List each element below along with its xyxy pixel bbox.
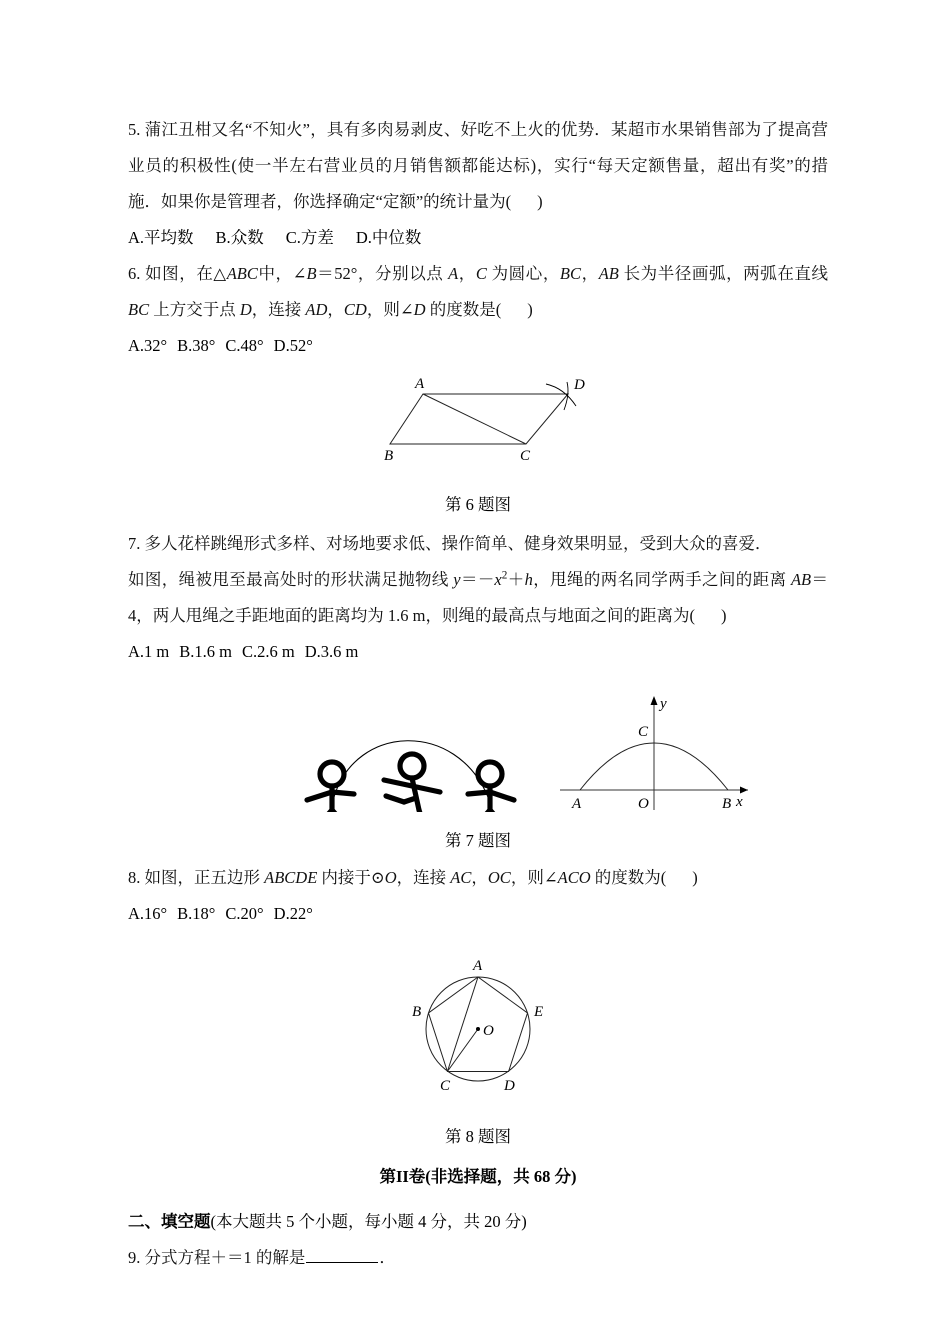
figure-8-svg xyxy=(388,954,568,1104)
radius-oc xyxy=(447,1029,478,1072)
question-6-var-d: D xyxy=(239,300,252,319)
question-6-t5: 为圆心， xyxy=(486,264,560,283)
option-8-c-key: C. xyxy=(225,904,241,923)
question-6-t4: ， xyxy=(458,264,476,283)
figure-7-svg xyxy=(188,682,768,812)
question-8-t7: ) xyxy=(692,868,698,887)
section-two-marker: 二、填空题 xyxy=(128,1212,211,1231)
option-7-a-label[interactable]: 1 m xyxy=(144,642,170,661)
question-9 xyxy=(128,1240,828,1276)
diagonal-ac xyxy=(423,394,526,444)
option-7-c-key: C. xyxy=(242,642,258,661)
question-7-eq-h: h xyxy=(524,570,533,589)
y-axis-arrow xyxy=(651,696,658,705)
option-6-d-label[interactable]: 52° xyxy=(289,336,313,355)
option-5-b-key: B. xyxy=(215,228,231,247)
question-8-var-oc: OC xyxy=(487,868,511,887)
option-7-d-label[interactable]: 3.6 m xyxy=(320,642,359,661)
stick-left-arm-right xyxy=(332,792,354,794)
option-8-a-label[interactable]: 16° xyxy=(144,904,168,923)
figure-8-label-o: O xyxy=(483,1023,494,1039)
center-point-o xyxy=(476,1027,480,1031)
question-8-t1: 8. 如图，正五边形 xyxy=(128,868,265,887)
option-8-d-key: D. xyxy=(273,904,290,923)
question-6-t13: ) xyxy=(527,300,533,319)
question-6-var-c: C xyxy=(475,264,487,283)
stick-mid-head xyxy=(400,754,424,778)
question-5-text-seg4: 的统计量为( xyxy=(423,192,512,211)
figure-8-caption: 第 8 题图 xyxy=(445,1127,511,1146)
option-6-b-key: B. xyxy=(177,336,193,355)
question-6-t7: 长为半径画弧，两弧在直线 xyxy=(618,264,829,283)
figure-8-label-e: E xyxy=(534,1004,544,1020)
figure-6-svg xyxy=(368,374,588,464)
parallelogram-outline xyxy=(390,394,568,444)
question-8-t3: ，连接 xyxy=(396,868,451,887)
option-8-c-label[interactable]: 20° xyxy=(240,904,264,923)
stick-left-arm-left xyxy=(307,792,332,800)
question-6-var-bc2: BC xyxy=(128,300,150,319)
stick-mid-body xyxy=(412,778,419,810)
option-6-b-label[interactable]: 38° xyxy=(192,336,216,355)
stick-mid-leg-right xyxy=(419,810,426,812)
figure-6-label-b: B xyxy=(384,448,394,464)
graph-label-origin: O xyxy=(638,796,649,812)
option-6-a-label[interactable]: 32° xyxy=(144,336,168,355)
figure-8-label-c: C xyxy=(440,1078,451,1094)
question-8-var-aco: ACO xyxy=(557,868,591,887)
question-6-var-d2: D xyxy=(413,300,426,319)
figure-8-label-d: D xyxy=(504,1078,515,1094)
question-6-t6: ， xyxy=(581,264,599,283)
question-7-line-1: 7. 多人花样跳绳形式多样、对场地要求低、操作简单、健身效果明显，受到大众的喜爱． xyxy=(128,534,772,553)
question-7-t1: 如图，绳被甩至最高处时的形状满足抛物线 xyxy=(128,570,454,589)
stick-right-head xyxy=(478,762,502,786)
graph-label-a: A xyxy=(572,796,582,812)
question-9-period: ． xyxy=(379,1248,396,1267)
option-8-b-label[interactable]: 18° xyxy=(192,904,216,923)
question-8-var-ac: AC xyxy=(450,868,472,887)
section-two-detail: (本大题共 5 个小题，每小题 4 分，共 20 分) xyxy=(210,1212,527,1231)
option-7-b-key: B. xyxy=(179,642,195,661)
question-7-eq-y: y xyxy=(453,570,461,589)
volume-two-header xyxy=(128,1160,828,1194)
stick-figure-right xyxy=(468,762,514,812)
chord-ac xyxy=(447,977,478,1072)
option-5-c-label[interactable]: 方差 xyxy=(300,228,334,247)
question-6-var-bc: BC xyxy=(559,264,582,283)
option-6-c-label[interactable]: 48° xyxy=(240,336,264,355)
option-6-c-key: C. xyxy=(225,336,241,355)
question-6-t12: 的度数是( xyxy=(425,300,502,319)
figure-6-label-c: C xyxy=(520,448,531,464)
figure-6-label-a: A xyxy=(415,376,425,392)
section-two-heading xyxy=(128,1204,828,1240)
question-8-t5: ，则∠ xyxy=(510,868,558,887)
question-7-eq-x: x xyxy=(494,570,502,589)
option-7-a-key: A. xyxy=(128,642,145,661)
figure-question-7 xyxy=(128,682,828,856)
option-5-b-label[interactable]: 众数 xyxy=(230,228,264,247)
option-5-d-label[interactable]: 中位数 xyxy=(371,228,422,247)
question-6-options xyxy=(128,328,828,364)
question-7-eq-exponent: 2 xyxy=(501,569,508,582)
graph-axis-label-x: x xyxy=(736,794,743,810)
stick-left-head xyxy=(320,762,344,786)
question-6-var-ab: AB xyxy=(598,264,619,283)
figure-question-6 xyxy=(128,374,828,520)
stick-mid-leg-left xyxy=(386,796,404,802)
question-6-t11: ，则∠ xyxy=(366,300,414,319)
question-5-text-seg1: 5. 蒲江丑柑又名 xyxy=(128,120,245,139)
option-8-b-key: B. xyxy=(177,904,193,923)
figure-6-caption: 第 6 题图 xyxy=(445,495,511,514)
option-7-d-key: D. xyxy=(304,642,321,661)
question-5-text-seg3: 的措施．如果你是管理者，你选择确定 xyxy=(128,156,828,211)
question-8-var-o: O xyxy=(384,868,397,887)
figure-7-caption: 第 7 题图 xyxy=(445,831,511,850)
question-5-text-seg5: ) xyxy=(537,192,543,211)
question-7-t3: ＝4，两人甩绳之手距地面的距离均为 1.6 m，则绳的最高点与地面之间的距离为( xyxy=(128,570,829,625)
graph-label-b: B xyxy=(722,796,732,812)
question-6-var-b: B xyxy=(306,264,317,283)
question-6-t8: 上方交于点 xyxy=(149,300,240,319)
question-6-var-abc: ABC xyxy=(226,264,258,283)
figure-question-8 xyxy=(128,954,828,1152)
question-7 xyxy=(128,526,828,634)
question-5-text-seg2: ，具有多肉易剥皮、好吃不上火的优势．某超市水果销售部为了提高营业员的积极性(使一半左右营业员的月销售额都能达标)，实行 xyxy=(128,120,829,175)
volume-two-header-text: 第II卷(非选择题，共 68 分) xyxy=(379,1167,577,1186)
stick-left-leg-right xyxy=(332,810,348,812)
question-6-t2: 中，∠ xyxy=(257,264,307,283)
question-7-eq-plus: ＋ xyxy=(507,570,525,589)
question-5-options xyxy=(128,220,828,256)
question-6-t9: ，连接 xyxy=(251,300,306,319)
question-7-eq-mid: ＝－ xyxy=(460,570,495,589)
question-6-var-ad: AD xyxy=(305,300,328,319)
question-7-var-ab: AB xyxy=(790,570,812,589)
question-9-answer-blank[interactable] xyxy=(306,1249,378,1263)
x-axis-arrow xyxy=(740,787,748,794)
question-9-text: 9. 分式方程＋＝1 的解是 xyxy=(128,1248,306,1267)
question-6-t10: ， xyxy=(327,300,344,319)
question-5 xyxy=(128,112,828,220)
stick-figure-left xyxy=(307,762,354,812)
question-6-t3: ＝52°，分别以点 xyxy=(316,264,449,283)
option-7-c-label[interactable]: 2.6 m xyxy=(257,642,295,661)
figure-8-label-b: B xyxy=(412,1004,422,1020)
question-8-t2: 内接于⊙ xyxy=(317,868,385,887)
rope-arc xyxy=(334,741,488,797)
stick-right-arm-right xyxy=(490,792,514,800)
question-7-options xyxy=(128,634,828,670)
graph-axis-label-y: y xyxy=(660,696,667,712)
option-6-a-key: A. xyxy=(128,336,145,355)
question-8-options xyxy=(128,896,828,932)
figure-8-label-a: A xyxy=(473,958,483,974)
question-7-line-rest xyxy=(128,562,828,634)
option-5-a-key: A. xyxy=(128,228,145,247)
question-8-t6: 的度数为( xyxy=(590,868,667,887)
question-7-t2: ，甩绳的两名同学两手之间的距离 xyxy=(532,570,791,589)
option-5-d-key: D. xyxy=(355,228,372,247)
stick-mid-leg-left-lower xyxy=(404,798,416,802)
stick-figure-middle xyxy=(384,754,440,812)
page-content xyxy=(128,0,828,1276)
question-6 xyxy=(128,256,828,328)
regular-pentagon xyxy=(429,977,528,1072)
question-6-t1: 6. 如图，在△ xyxy=(128,264,227,283)
option-5-c-key: C. xyxy=(285,228,301,247)
stick-right-arm-left xyxy=(468,792,490,794)
question-8-var-abcde: ABCDE xyxy=(264,868,318,887)
option-8-d-label[interactable]: 22° xyxy=(289,904,313,923)
figure-6-label-d: D xyxy=(574,377,585,393)
question-5-quote-2: “每天定额售量，超出有奖” xyxy=(588,156,794,175)
question-8 xyxy=(128,860,828,896)
option-8-a-key: A. xyxy=(128,904,145,923)
graph-label-c: C xyxy=(638,724,649,740)
stick-right-leg-right xyxy=(490,810,506,812)
question-8-t4: ， xyxy=(471,868,488,887)
question-6-var-cd: CD xyxy=(343,300,367,319)
question-5-quote-1: “不知火” xyxy=(244,120,310,139)
option-6-d-key: D. xyxy=(273,336,290,355)
option-5-a-label[interactable]: 平均数 xyxy=(144,228,194,247)
question-6-var-a: A xyxy=(448,264,459,283)
question-5-quote-3: “定额” xyxy=(375,192,424,211)
option-7-b-label[interactable]: 1.6 m xyxy=(194,642,232,661)
parabola-graph xyxy=(560,696,748,812)
question-7-t4: ) xyxy=(720,606,727,625)
